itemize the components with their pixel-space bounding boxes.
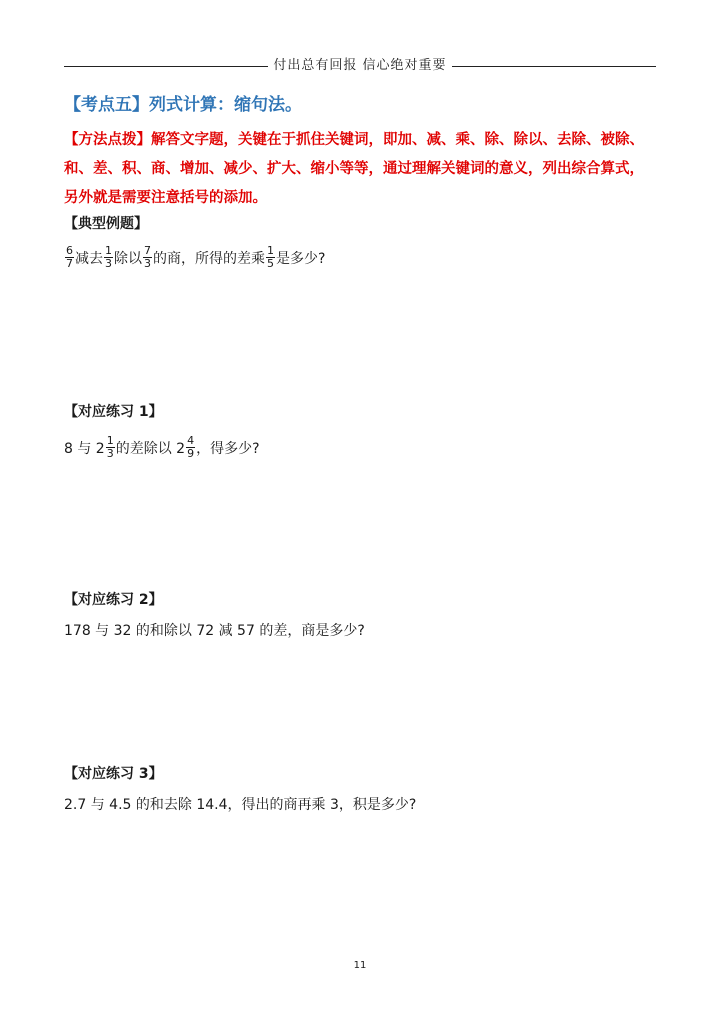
example-heading: 【典型例题】 [64, 216, 148, 232]
denominator: 3 [105, 257, 112, 270]
problem-text: 除以 [114, 250, 142, 267]
page-header [64, 56, 656, 76]
method-line: 【方法点拨】解答文字题，关键在于抓住关键词，即加、减、乘、除、除以、去除、被除、 [64, 132, 644, 148]
fraction [104, 245, 113, 270]
header-rule-left [64, 66, 268, 67]
problem-text: 的商，所得的差乘 [153, 250, 265, 267]
practice1-problem [64, 436, 260, 461]
numerator: 4 [187, 434, 195, 447]
practice2-problem: 178 与 32 的和除以 72 减 57 的差，商是多少? [64, 623, 365, 639]
method-line: 和、差、积、商、增加、减少、扩大、缩小等等，通过理解关键词的意义，列出综合算式， [64, 161, 644, 177]
denominator: 3 [106, 447, 114, 460]
problem-text: 8 与 2 [64, 440, 105, 457]
denominator: 9 [187, 447, 195, 460]
practice3-heading: 【对应练习 3】 [64, 766, 163, 782]
denominator: 3 [144, 257, 151, 270]
fraction [65, 245, 74, 270]
problem-text: 是多少? [276, 250, 326, 267]
fraction [106, 435, 115, 460]
denominator: 7 [66, 257, 73, 270]
fraction [143, 245, 152, 270]
section-title: 【考点五】列式计算：缩句法。 [64, 95, 302, 115]
header-slogan: 付出总有回报 信心绝对重要 [273, 58, 447, 73]
numerator: 1 [267, 244, 274, 257]
fraction [186, 435, 195, 460]
problem-text: 减去 [75, 250, 103, 267]
problem-text: 的差除以 2 [115, 440, 186, 457]
problem-text: ，得多少? [196, 440, 260, 457]
method-line: 另外就是需要注意括号的添加。 [64, 190, 267, 206]
header-rule-right [452, 66, 656, 67]
numerator: 1 [105, 244, 112, 257]
numerator: 7 [144, 244, 151, 257]
numerator: 6 [66, 244, 73, 257]
numerator: 1 [106, 434, 114, 447]
practice1-heading: 【对应练习 1】 [64, 404, 163, 420]
method-tip [64, 126, 664, 213]
example-problem [64, 246, 325, 271]
practice2-heading: 【对应练习 2】 [64, 592, 163, 608]
fraction [266, 245, 275, 270]
page-number: 11 [353, 960, 367, 971]
practice3-problem: 2.7 与 4.5 的和去除 14.4，得出的商再乘 3，积是多少? [64, 797, 417, 813]
denominator: 5 [267, 257, 274, 270]
